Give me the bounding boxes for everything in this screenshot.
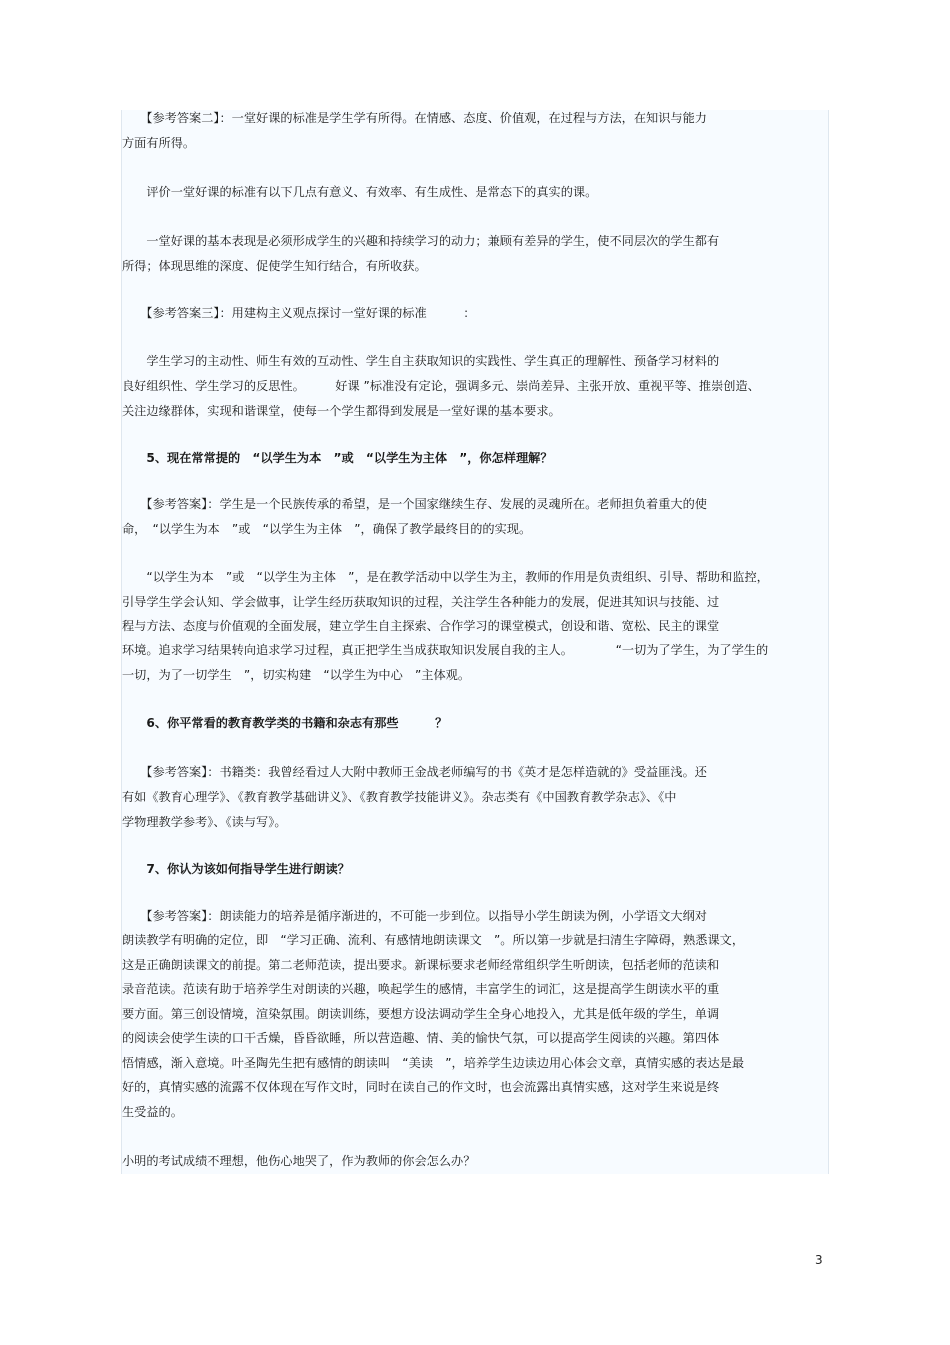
answer-7-line-9: 生受益的。 <box>122 1105 183 1119</box>
answer-7-line-8: 好的，真情实感的流露不仅体现在写作文时，同时在读自己的作文时，也会流露出真情实感，这对学生来说是终 <box>122 1080 720 1094</box>
answer-7-line-2: 朗读教学有明确的定位，即 “学习正确、流利、有感情地朗读课文 ”。所以第一步就是扫清生字障碍，熟悉课文， <box>122 933 745 947</box>
answer-7-line-4: 录音范读。范读有助于培养学生对朗读的兴趣，唤起学生的感情，丰富学生的词汇，这是提高学生朗读水平的重 <box>122 982 720 996</box>
question-8: 小明的考试成绩不理想，他伤心地哭了，作为教师的你会怎么办？ <box>122 1154 476 1168</box>
answer-5-line-1: 【参考答案】：学生是一个民族传承的希望，是一个国家继续生存、发展的灵魂所在。老师担负着重大的使 <box>122 497 707 511</box>
answer-7-line-7: 悟情感，渐入意境。叶圣陶先生把有感情的朗读叫 “美读 ”，培养学生边读边用心体会文章，真情实感的表达是最 <box>122 1056 745 1070</box>
constructivism-line-2: 良好组织性、学生学习的反思性。 好课 ”标准没有定论，强调多元、崇尚差异、主张开放、重视平等、推崇创造、 <box>122 379 760 393</box>
page-number: 3 <box>815 1253 823 1267</box>
student-centered-line-4: 环境。追求学习结果转向追求学习过程，真正把学生当成获取知识发展自我的主人。 “一切为了学生，为了学生的 <box>122 643 769 657</box>
question-7: 7、你认为该如何指导学生进行朗读？ <box>122 862 350 876</box>
student-centered-line-1: “以学生为本 ”或 “以学生为主体 ”，是在教学活动中以学生为主，教师的作用是负责组织、引导、帮助和监控， <box>122 570 769 584</box>
basic-performance-line-2: 所得；体现思维的深度、促使学生知行结合，有所收获。 <box>122 259 427 273</box>
constructivism-line-3: 关注边缘群体，实现和谐课堂，使每一个学生都得到发展是一堂好课的基本要求。 <box>122 404 561 418</box>
answer-7-line-6: 的阅读会使学生读的口干舌燥，昏昏欲睡，所以营造趣、情、美的愉快气氛，可以提高学生阅读的兴趣。第四体 <box>122 1031 720 1045</box>
answer-7-line-5: 要方面。第三创设情境，渲染氛围。朗读训练，要想方设法调动学生全身心地投入，尤其是低年级的学生，单调 <box>122 1007 720 1021</box>
criteria-line: 评价一堂好课的标准有以下几点有意义、有效率、有生成性、是常态下的真实的课。 <box>122 185 598 199</box>
answer-7-line-1: 【参考答案】：朗读能力的培养是循序渐进的，不可能一步到位。以指导小学生朗读为例，小学语文大纲对 <box>122 909 707 923</box>
question-5: 5、现在常常提的 “以学生为本 ”或 “以学生为主体 ”，你怎样理解？ <box>122 451 553 465</box>
answer-6-line-2: 有如《教育心理学》、《教育教学基础讲义》、《教育教学技能讲义》。杂志类有《中国教育教学杂志》、《中 <box>122 790 677 804</box>
answer-6-line-1: 【参考答案】：书籍类：我曾经看过人大附中教师王金战老师编写的书《英才是怎样造就的》受益匪浅。还 <box>122 765 707 779</box>
student-centered-line-2: 引导学生学会认知、学会做事，让学生经历获取知识的过程，关注学生各种能力的发展，促进其知识与技能、过 <box>122 595 720 609</box>
student-centered-line-5: 一切，为了一切学生 ”，切实构建 “以学生为中心 ”主体观。 <box>122 668 471 682</box>
answer-7-line-3: 这是正确朗读课文的前提。第二老师范读，提出要求。新课标要求老师经常组织学生听朗读，包括老师的范读和 <box>122 958 720 972</box>
answer-6-line-3: 学物理教学参考》、《读与写》。 <box>122 815 287 829</box>
student-centered-line-3: 程与方法、态度与价值观的全面发展，建立学生自主探索、合作学习的课堂模式，创设和谐、宽松、民主的课堂 <box>122 619 720 633</box>
text-box <box>121 110 829 1174</box>
answer-three-heading: 【参考答案三】：用建构主义观点探讨一堂好课的标准 ： <box>122 306 476 320</box>
answer-two-line-1: 【参考答案二】：一堂好课的标准是学生学有所得。在情感、态度、价值观，在过程与方法，在知识与能力 <box>122 111 707 125</box>
answer-two-line-2: 方面有所得。 <box>122 136 196 150</box>
question-6: 6、你平常看的教育教学类的书籍和杂志有那些 ？ <box>122 716 448 730</box>
basic-performance-line-1: 一堂好课的基本表现是必须形成学生的兴趣和持续学习的动力；兼顾有差异的学生，使不同层次的学生都有 <box>122 234 720 248</box>
answer-5-line-2: 命， “以学生为本 ”或 “以学生为主体 ”，确保了教学最终目的的实现。 <box>122 522 532 536</box>
constructivism-line-1: 学生学习的主动性、师生有效的互动性、学生自主获取知识的实践性、学生真正的理解性、预备学习材料的 <box>122 354 720 368</box>
